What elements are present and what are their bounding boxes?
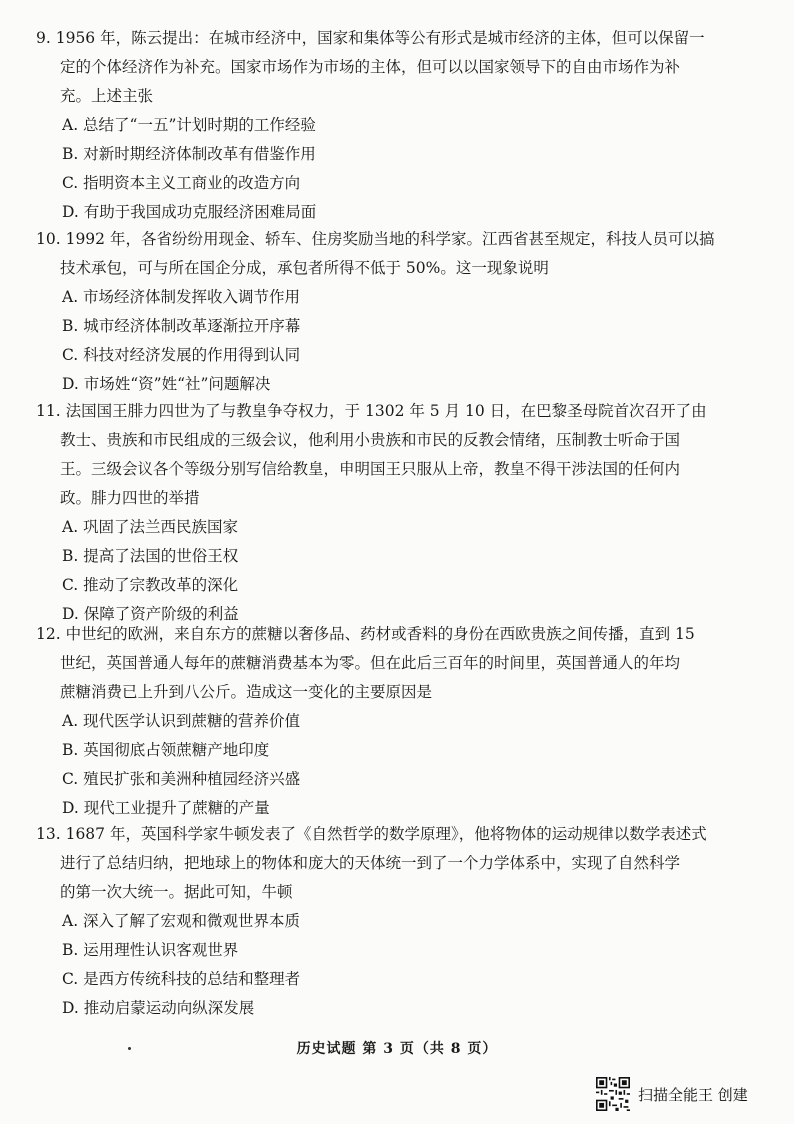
option-a: A. 巩固了法兰西民族国家 <box>62 518 239 536</box>
option-c: C. 殖民扩张和美洲种植园经济兴盛 <box>62 770 301 788</box>
question-10 <box>0 225 794 399</box>
question-9 <box>0 24 794 227</box>
question-12 <box>0 620 794 823</box>
option-a: A. 总结了“一五”计划时期的工作经验 <box>62 116 316 134</box>
question-13 <box>0 820 794 1023</box>
question-stem-line: 12. 中世纪的欧洲，来自东方的蔗糖以奢侈品、药材或香料的身份在西欧贵族之间传播，直到 15 <box>36 625 695 643</box>
question-11 <box>0 397 794 629</box>
option-d: D. 保障了资产阶级的利益 <box>62 605 239 623</box>
page-footer: 历史试题 第 3 页（共 8 页） <box>296 1041 498 1057</box>
scanner-watermark <box>596 1076 748 1112</box>
question-stem-line: 10. 1992 年，各省纷纷用现金、轿车、住房奖励当地的科学家。江西省甚至规定，科技人员可以搞 <box>36 230 715 248</box>
option-d: D. 现代工业提升了蔗糖的产量 <box>62 799 270 817</box>
question-stem-line: 教士、贵族和市民组成的三级会议，他利用小贵族和市民的反教会情绪，压制教士听命于国 <box>60 431 681 449</box>
option-c: C. 科技对经济发展的作用得到认同 <box>62 346 301 364</box>
option-b: B. 英国彻底占领蔗糖产地印度 <box>62 741 270 759</box>
option-b: B. 提高了法国的世俗王权 <box>62 547 239 565</box>
option-b: B. 对新时期经济体制改革有借鉴作用 <box>62 145 316 163</box>
scanner-label: 扫描全能王 创建 <box>638 1085 748 1104</box>
question-stem-line: 的第一次大统一。据此可知，牛顿 <box>60 883 293 901</box>
question-stem-line: 政。腓力四世的举措 <box>60 489 200 507</box>
option-a: A. 现代医学认识到蔗糖的营养价值 <box>62 712 301 730</box>
option-b: B. 城市经济体制改革逐渐拉开序幕 <box>62 317 301 335</box>
option-d: D. 有助于我国成功克服经济困难局面 <box>62 203 317 221</box>
question-stem-line: 充。上述主张 <box>60 87 154 105</box>
option-b: B. 运用理性认识客观世界 <box>62 941 239 959</box>
option-a: A. 深入了解了宏观和微观世界本质 <box>62 912 301 930</box>
option-c: C. 推动了宗教改革的深化 <box>62 576 239 594</box>
question-stem-line: 王。三级会议各个等级分别写信给教皇，申明国王只服从上帝，教皇不得干涉法国的任何内 <box>60 460 681 478</box>
option-a: A. 市场经济体制发挥收入调节作用 <box>62 288 301 306</box>
question-stem-line: 世纪，英国普通人每年的蔗糖消费基本为零。但在此后三百年的时间里，英国普通人的年均 <box>60 654 681 672</box>
option-d: D. 推动启蒙运动向纵深发展 <box>62 999 255 1017</box>
question-stem-line: 进行了总结归纳，把地球上的物体和庞大的天体统一到了一个力学体系中，实现了自然科学 <box>60 854 681 872</box>
question-stem-line: 13. 1687 年，英国科学家牛顿发表了《自然哲学的数学原理》，他将物体的运动规律以数学表述式 <box>36 825 707 843</box>
question-stem-line: 定的个体经济作为补充。国家市场作为市场的主体，但可以以国家领导下的自由市场作为补 <box>60 58 681 76</box>
question-stem-line: 技术承包，可与所在国企分成，承包者所得不低于 50%。这一现象说明 <box>60 259 549 277</box>
question-stem-line: 11. 法国国王腓力四世为了与教皇争夺权力，于 1302 年 5 月 10 日，在巴黎圣母院首次召开了由 <box>36 402 707 420</box>
question-stem-line: 蔗糖消费已上升到八公斤。造成这一变化的主要原因是 <box>60 683 433 701</box>
option-c: C. 指明资本主义工商业的改造方向 <box>62 174 301 192</box>
question-stem-line: 9. 1956 年，陈云提出：在城市经济中，国家和集体等公有形式是城市经济的主体，但可以保留一 <box>36 29 705 47</box>
option-c: C. 是西方传统科技的总结和整理者 <box>62 970 301 988</box>
qr-code-icon <box>596 1077 630 1111</box>
option-d: D. 市场姓“资”姓“社”问题解决 <box>62 375 271 393</box>
